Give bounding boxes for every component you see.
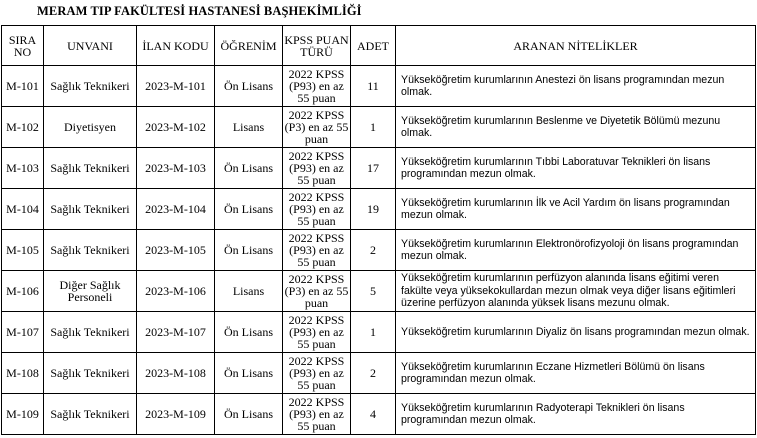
- cell-unvan: Diğer Sağlık Personeli: [44, 271, 137, 312]
- cell-kpss: 2022 KPSS (P3) en az 55 puan: [283, 107, 351, 148]
- table-header-row: [2, 26, 756, 66]
- cell-kpss: 2022 KPSS (P93) en az 55 puan: [283, 189, 351, 230]
- table-row: [2, 394, 756, 435]
- cell-ilan-kodu: 2023-M-106: [137, 271, 215, 312]
- cell-unvan: Sağlık Teknikeri: [44, 66, 137, 107]
- cell-ogrenim: Ön Lisans: [215, 66, 283, 107]
- header-nitelikler: ARANAN NİTELİKLER: [396, 26, 756, 66]
- cell-ilan-kodu: 2023-M-105: [137, 230, 215, 271]
- table-row: [2, 312, 756, 353]
- cell-adet: 5: [351, 271, 396, 312]
- cell-nitelik: Yükseköğretim kurumlarının Elektronörofizyoloji ön lisans programından mezun olmak.: [396, 230, 756, 271]
- cell-nitelik: Yükseköğretim kurumlarının Tıbbi Laboratuvar Teknikleri ön lisans programından mezun olmak.: [396, 148, 756, 189]
- table-row: [2, 189, 756, 230]
- positions-table: [1, 25, 756, 435]
- cell-adet: 4: [351, 394, 396, 435]
- cell-ogrenim: Ön Lisans: [215, 312, 283, 353]
- document-title: MERAM TIP FAKÜLTESİ HASTANESİ BAŞHEKİMLİĞİ: [37, 4, 362, 18]
- table-row: [2, 353, 756, 394]
- cell-sira-no: M-105: [2, 230, 44, 271]
- cell-kpss: 2022 KPSS (P93) en az 55 puan: [283, 353, 351, 394]
- cell-adet: 1: [351, 107, 396, 148]
- cell-unvan: Sağlık Teknikeri: [44, 394, 137, 435]
- cell-adet: 2: [351, 353, 396, 394]
- cell-kpss: 2022 KPSS (P93) en az 55 puan: [283, 148, 351, 189]
- cell-kpss: 2022 KPSS (P93) en az 55 puan: [283, 394, 351, 435]
- cell-ogrenim: Ön Lisans: [215, 148, 283, 189]
- cell-ogrenim: Ön Lisans: [215, 230, 283, 271]
- cell-ilan-kodu: 2023-M-101: [137, 66, 215, 107]
- cell-kpss: 2022 KPSS (P93) en az 55 puan: [283, 312, 351, 353]
- cell-unvan: Sağlık Teknikeri: [44, 312, 137, 353]
- cell-ilan-kodu: 2023-M-108: [137, 353, 215, 394]
- cell-ilan-kodu: 2023-M-103: [137, 148, 215, 189]
- cell-adet: 11: [351, 66, 396, 107]
- cell-unvan: Sağlık Teknikeri: [44, 189, 137, 230]
- cell-nitelik: Yükseköğretim kurumlarının İlk ve Acil Yardım ön lisans programından mezun olmak.: [396, 189, 756, 230]
- cell-adet: 1: [351, 312, 396, 353]
- table-row: [2, 148, 756, 189]
- cell-unvan: Sağlık Teknikeri: [44, 230, 137, 271]
- cell-ilan-kodu: 2023-M-104: [137, 189, 215, 230]
- cell-adet: 17: [351, 148, 396, 189]
- header-kpss: KPSS PUAN TÜRÜ: [283, 26, 351, 66]
- cell-ogrenim: Lisans: [215, 271, 283, 312]
- header-sira-no: SIRA NO: [2, 26, 44, 66]
- cell-ilan-kodu: 2023-M-102: [137, 107, 215, 148]
- cell-adet: 2: [351, 230, 396, 271]
- cell-ogrenim: Ön Lisans: [215, 189, 283, 230]
- cell-nitelik: Yükseköğretim kurumlarının Beslenme ve Diyetetik Bölümü mezunu olmak.: [396, 107, 756, 148]
- cell-ilan-kodu: 2023-M-107: [137, 312, 215, 353]
- cell-nitelik: Yükseköğretim kurumlarının perfüzyon alanında lisans eğitimi veren fakülte veya yüksekokullardan mezun olmak veya diğer lisans eğitimleri üzerine perfüzyon alanında yüksek lisans mezunu olmak.: [396, 271, 756, 312]
- cell-adet: 19: [351, 189, 396, 230]
- cell-sira-no: M-101: [2, 66, 44, 107]
- header-ogrenim: ÖĞRENİM: [215, 26, 283, 66]
- cell-ilan-kodu: 2023-M-109: [137, 394, 215, 435]
- cell-nitelik: Yükseköğretim kurumlarının Radyoterapi Teknikleri ön lisans programından mezun olmak.: [396, 394, 756, 435]
- table-row: [2, 271, 756, 312]
- cell-sira-no: M-106: [2, 271, 44, 312]
- cell-sira-no: M-107: [2, 312, 44, 353]
- cell-sira-no: M-103: [2, 148, 44, 189]
- cell-unvan: Sağlık Teknikeri: [44, 148, 137, 189]
- cell-kpss: 2022 KPSS (P3) en az 55 puan: [283, 271, 351, 312]
- header-ilan-kodu: İLAN KODU: [137, 26, 215, 66]
- cell-sira-no: M-102: [2, 107, 44, 148]
- header-adet: ADET: [351, 26, 396, 66]
- cell-ogrenim: Ön Lisans: [215, 394, 283, 435]
- cell-ogrenim: Lisans: [215, 107, 283, 148]
- cell-nitelik: Yükseköğretim kurumlarının Diyaliz ön lisans programından mezun olmak.: [396, 312, 756, 353]
- cell-sira-no: M-104: [2, 189, 44, 230]
- cell-nitelik: Yükseköğretim kurumlarının Eczane Hizmetleri Bölümü ön lisans programından mezun olmak.: [396, 353, 756, 394]
- table-row: [2, 107, 756, 148]
- cell-unvan: Sağlık Teknikeri: [44, 353, 137, 394]
- header-unvan: UNVANI: [44, 26, 137, 66]
- cell-kpss: 2022 KPSS (P93) en az 55 puan: [283, 66, 351, 107]
- cell-ogrenim: Ön Lisans: [215, 353, 283, 394]
- cell-unvan: Diyetisyen: [44, 107, 137, 148]
- table-row: [2, 66, 756, 107]
- table-row: [2, 230, 756, 271]
- cell-sira-no: M-109: [2, 394, 44, 435]
- cell-sira-no: M-108: [2, 353, 44, 394]
- cell-kpss: 2022 KPSS (P93) en az 55 puan: [283, 230, 351, 271]
- cell-nitelik: Yükseköğretim kurumlarının Anestezi ön lisans programından mezun olmak.: [396, 66, 756, 107]
